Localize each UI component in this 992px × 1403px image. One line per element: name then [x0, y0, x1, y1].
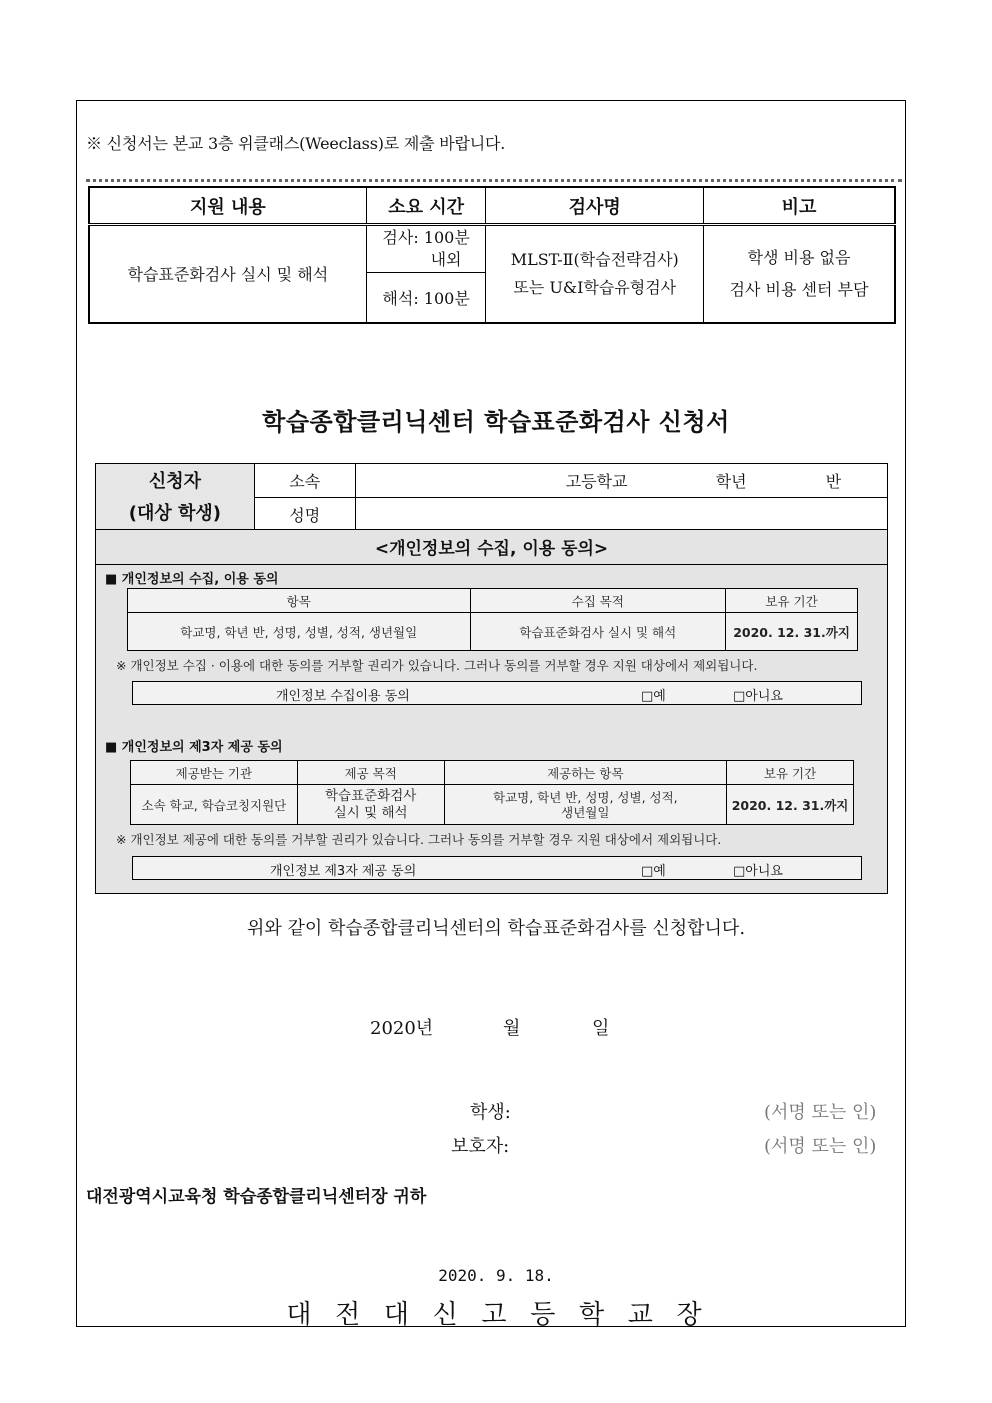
third-party-note: ※ 개인정보 제공에 대한 동의를 거부할 권리가 있습니다. 그러나 동의를 거부할 경우 지원 대상에서 제외됩니다.: [116, 832, 722, 847]
collection-header-purpose: 수집 목적: [470, 589, 726, 613]
collection-note: ※ 개인정보 수집 · 이용에 대한 동의를 거부할 권리가 있습니다. 그러나 동의를 거부할 경우 지원 대상에서 제외됩니다.: [116, 658, 758, 673]
name-label: 성명: [254, 498, 355, 532]
guardian-sign-label: 보호자:: [451, 1136, 510, 1157]
third-party-table: [130, 760, 854, 825]
affiliation-field[interactable]: [355, 464, 887, 498]
consent-title: <개인정보의 수집, 이용 동의>: [374, 539, 609, 559]
applicant-table: [95, 463, 888, 532]
issuer-name: 대 전 대 신 고 등 학 교 장: [286, 1300, 706, 1330]
test-name-cell: [486, 225, 704, 323]
collection-purpose: 학습표준화검사 실시 및 해석: [470, 613, 726, 651]
collection-agree-label: 개인정보 수집이용 동의: [276, 689, 410, 704]
collection-agree-yes-checkbox[interactable]: □예: [641, 689, 666, 704]
applicant-label: [96, 464, 255, 532]
student-sign-hint[interactable]: (서명 또는 인): [764, 1102, 877, 1123]
grade-text: 학년: [715, 472, 747, 491]
consent-box: [95, 529, 888, 894]
collection-period: 2020. 12. 31.까지: [726, 613, 858, 651]
test-name-line2: 또는 U&I학습유형검사: [513, 277, 677, 297]
student-sign-label: 학생:: [470, 1102, 511, 1123]
third-party-purpose: [297, 785, 444, 825]
test-name-line1: MLST-Ⅱ(학습전략검사): [510, 249, 679, 269]
duration-test-line2: 내외: [430, 250, 462, 269]
support-content-cell: 학습표준화검사 실시 및 해석: [89, 225, 366, 323]
duration-test-line1: 검사: 100분: [382, 228, 470, 247]
header-remark: 비고: [704, 187, 896, 225]
header-duration: 소요 시간: [366, 187, 486, 225]
third-party-agree-label: 개인정보 제3자 제공 동의: [270, 864, 417, 879]
third-party-agree-no-checkbox[interactable]: □아니요: [733, 864, 783, 879]
school-text: 고등학교: [565, 472, 628, 491]
third-party-items-line2: 생년월일: [561, 804, 610, 820]
third-party-purpose-line2: 실시 및 해석: [333, 804, 408, 821]
third-party-purpose-line1: 학습표준화검사: [324, 787, 417, 804]
date-year: 2020년: [370, 1018, 434, 1039]
remark-line1: 학생 비용 없음: [747, 247, 851, 267]
collection-items: 학교명, 학년 반, 성명, 성별, 성적, 생년월일: [128, 613, 471, 651]
applicant-label-line2: (대상 학생): [128, 502, 222, 524]
third-party-items-line1: 학교명, 학년 반, 성명, 성별, 성적,: [493, 789, 678, 805]
dotted-divider: [86, 179, 902, 182]
affiliation-label: 소속: [254, 464, 355, 498]
issue-date: 2020. 9. 18.: [438, 1266, 554, 1285]
third-party-agree-yes-checkbox[interactable]: □예: [641, 864, 666, 879]
third-party-header-period: 보유 기간: [727, 761, 854, 785]
third-party-items: [444, 785, 727, 825]
recipient-line: 대전광역시교육청 학습종합클리닉센터장 귀하: [86, 1187, 427, 1207]
form-title: 학습종합클리닉센터 학습표준화검사 신청서: [262, 408, 730, 436]
third-party-header-items: 제공하는 항목: [444, 761, 727, 785]
third-party-header-purpose: 제공 목적: [297, 761, 444, 785]
section1-heading: ■ 개인정보의 수집, 이용 동의: [105, 572, 279, 587]
remark-line2: 검사 비용 센터 부담: [729, 279, 869, 299]
guardian-sign-hint[interactable]: (서명 또는 인): [764, 1136, 877, 1157]
collection-table: [127, 588, 858, 651]
section2-heading: ■ 개인정보의 제3자 제공 동의: [105, 740, 283, 755]
collection-agree-no-checkbox[interactable]: □아니요: [733, 689, 783, 704]
date-day: 일: [592, 1018, 610, 1039]
duration-interp-cell: 해석: 100분: [366, 273, 486, 323]
header-test-name: 검사명: [486, 187, 704, 225]
application-statement: 위와 같이 학습종합클리닉센터의 학습표준화검사를 신청합니다.: [246, 918, 746, 939]
submission-notice: ※ 신청서는 본교 3층 위클래스(Weeclass)로 제출 바랍니다.: [86, 134, 506, 153]
collection-agree-row: [132, 681, 862, 705]
third-party-agree-row: [132, 856, 862, 880]
date-month: 월: [503, 1018, 521, 1039]
applicant-label-line1: 신청자: [148, 470, 201, 492]
duration-test-cell: [366, 225, 486, 273]
collection-header-period: 보유 기간: [726, 589, 858, 613]
class-text: 반: [825, 472, 842, 491]
consent-divider: [96, 564, 887, 565]
third-party-header-org: 제공받는 기관: [131, 761, 298, 785]
third-party-period: 2020. 12. 31.까지: [727, 785, 854, 825]
name-field[interactable]: [355, 498, 887, 532]
remark-cell: [704, 225, 896, 323]
support-table: [88, 186, 896, 324]
header-support-content: 지원 내용: [89, 187, 366, 225]
third-party-org: 소속 학교, 학습코칭지원단: [131, 785, 298, 825]
collection-header-item: 항목: [128, 589, 471, 613]
